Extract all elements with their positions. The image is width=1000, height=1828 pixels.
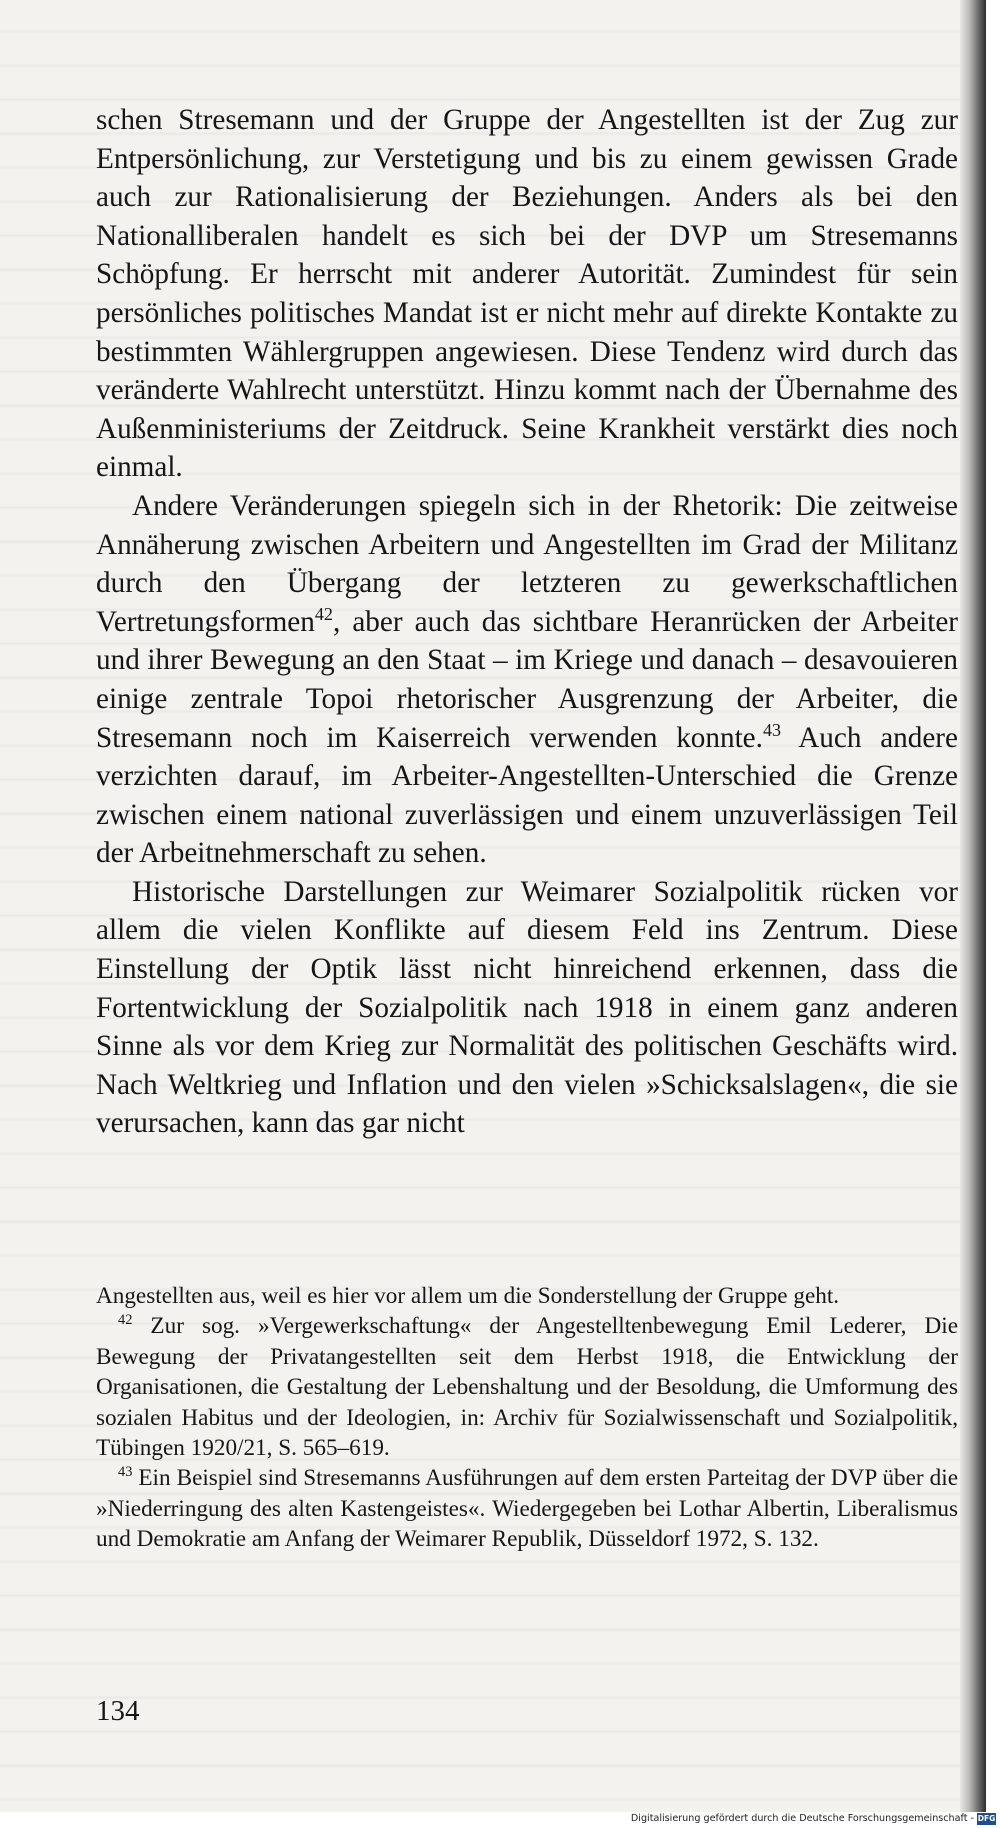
footnote-42-text: Zur sog. »Vergewerkschaftung« der Angestelltenbewegung Emil Lederer, Die Bewegung der Privatangestellten seit dem Herbst 1918, die Entwicklung der Organisationen, die Gestaltung der Lebenshaltung und der Besoldung, die Umformung des sozialen Habitus und der Ideologien, in: Archiv für Sozialwissenschaft und Sozialpolitik, Tübingen 1920/21, S. 565–619. [96,1313,958,1462]
dfg-logo-icon: DFG [977,1814,996,1823]
paragraph-2-part-b: , aber auch das sichtbare Heranrücken der Arbeiter und ihrer Bewegung an den Staat – im Kriege und danach – desavouieren einige zentrale Topoi rhetorischer Ausgrenzung der Arbeiter, die Stresemann noch im Kaiserreich verwenden konnte. [96,605,958,754]
paragraph-2-part-c: Auch andere verzichten darauf, im Arbeiter-Angestellten-Unterschied die Grenze zwischen einem national zuverlässigen und einem unzuverlässigen Teil der Arbeitnehmerschaft zu sehen. [96,721,958,870]
footnote-carryover: Angestellten aus, weil es hier vor allem um die Sonderstellung der Gruppe geht. [96,1283,840,1309]
page-number: 134 [96,1695,140,1727]
paragraph-2-part-a: Andere Veränderungen spiegeln sich in der Rhetorik: Die zeitweise Annäherung zwischen Arbeitern und Angestellten im Grad der Militanz durch den Übergang der letzteren zu gewerkschaftlichen Vertretungsformen [96,489,958,638]
footnote-43 [96,1463,958,1554]
footnote-ref-42: 42 [314,603,333,624]
book-spine-shadow [960,0,986,1812]
paragraph-3: Historische Darstellungen zur Weimarer Sozialpolitik rücken vor allem die vielen Konflikte auf diesem Feld ins Zentrum. Diese Einstellung der Optik lässt nicht hinreichend erkennen, dass die Fortentwicklung der Sozialpolitik nach 1918 in einem ganz anderen Sinne als vor dem Krieg zur Normalität des politischen Geschäfts wird. Nach Weltkrieg und Inflation und den vielen »Schicksalslagen«, die sie verursachen, kann das gar nicht [96,875,958,1140]
paragraph-2 [96,487,958,873]
footnote-42-number: 42 [118,1312,133,1329]
footnote-42 [96,1311,958,1463]
main-text [96,101,958,1143]
footnote-43-text: Ein Beispiel sind Stresemanns Ausführungen auf dem ersten Parteitag der DVP über die »Niederringung des alten Kastengeistes«. Wiedergegeben bei Lothar Albertin, Liberalismus und Demokratie am Anfang der Weimarer Republik, Düsseldorf 1972, S. 132. [96,1465,958,1553]
paragraph-1: schen Stresemann und der Gruppe der Angestellten ist der Zug zur Entpersönlichung, zur Verstetigung und bis zu einem gewissen Grade auch zur Rationalisierung der Beziehungen. Anders als bei den Nationalliberalen handelt es sich bei der DVP um Stresemanns Schöpfung. Er herrscht mit anderer Autorität. Zumindest für sein persönliches politisches Mandat ist er nicht mehr auf direkte Kontakte zu bestimmten Wählergruppen angewiesen. Diese Tendenz wird durch das veränderte Wahlrecht unterstützt. Hinzu kommt nach der Übernahme des Außenministeriums der Zeitdruck. Seine Krankheit verstärkt dies noch einmal. [96,104,958,484]
digitization-credit: Digitalisierung gefördert durch die Deutsche Forschungsgemeinschaft - [630,1813,974,1824]
footnote-ref-43: 43 [762,719,782,740]
footnote-43-number: 43 [118,1464,133,1481]
footnotes [96,1281,958,1555]
